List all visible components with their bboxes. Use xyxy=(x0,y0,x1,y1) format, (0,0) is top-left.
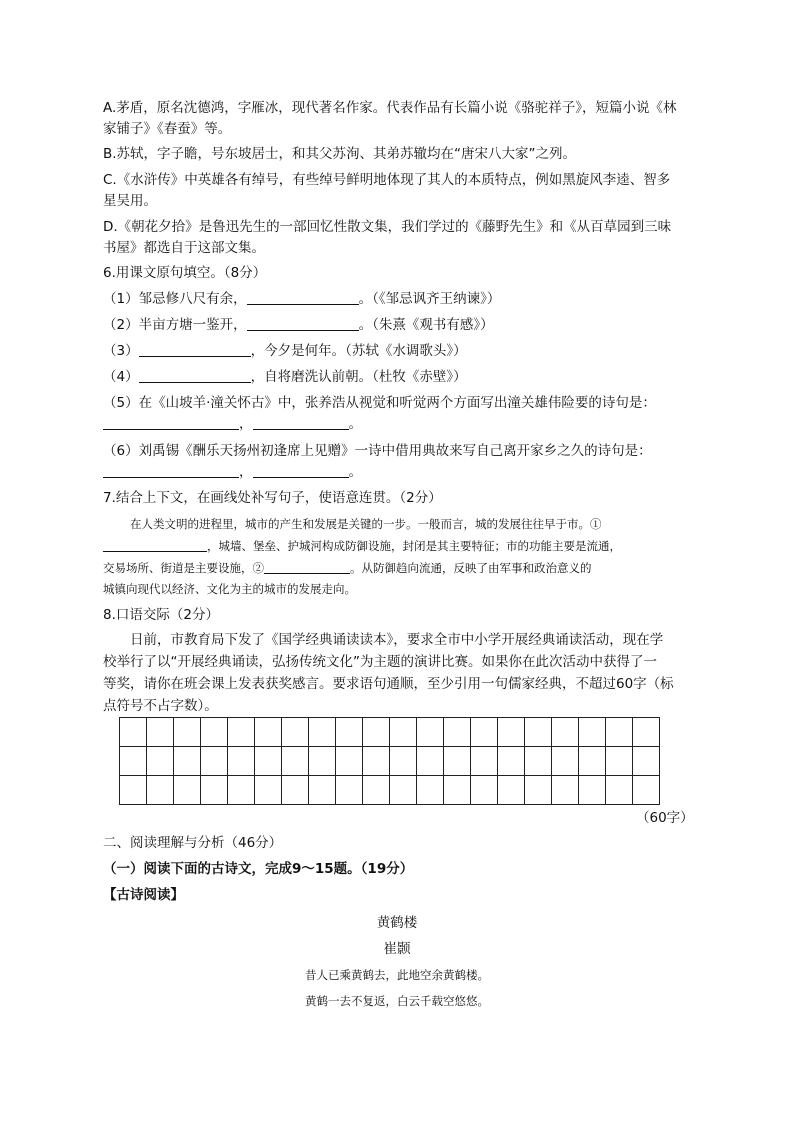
grid-cell[interactable] xyxy=(552,776,579,805)
grid-cell[interactable] xyxy=(363,718,390,747)
grid-cell[interactable] xyxy=(336,718,363,747)
grid-cell[interactable] xyxy=(228,747,255,776)
q6-item-3-source: ，今夕是何年。（苏轼《水调歌头》） xyxy=(250,343,467,359)
q6-item-1 xyxy=(103,289,500,309)
grid-cell[interactable] xyxy=(309,776,336,805)
q6-answer-blank-5b[interactable] xyxy=(253,415,349,430)
grid-cell[interactable] xyxy=(498,776,525,805)
q5-option-a-line1: A.茅盾，原名沈德鸿，字雁冰，现代著名作家。代表作品有长篇小说《骆驼祥子》，短篇小说《林 xyxy=(103,100,677,116)
q6-item-5-comma: ， xyxy=(239,416,253,432)
grid-cell[interactable] xyxy=(255,747,282,776)
grid-cell[interactable] xyxy=(552,718,579,747)
grid-cell[interactable] xyxy=(282,747,309,776)
section2-subsection-title: （一）阅读下面的古诗文，完成9～15题。（19分） xyxy=(103,861,414,877)
grid-cell[interactable] xyxy=(471,747,498,776)
q8-title: 8.口语交际（2分） xyxy=(103,607,219,623)
grid-cell[interactable] xyxy=(444,776,471,805)
q8-grid-word-count: （60字） xyxy=(636,810,694,826)
grid-cell[interactable] xyxy=(417,776,444,805)
q6-answer-blank-5a[interactable] xyxy=(103,415,239,430)
section2-title: 二、阅读理解与分析（46分） xyxy=(103,835,283,851)
grid-cell[interactable] xyxy=(174,718,201,747)
q6-item-2-prefix: （2）半亩方塘一鉴开， xyxy=(103,317,247,333)
grid-cell[interactable] xyxy=(390,747,417,776)
q6-item-5-period: 。 xyxy=(348,416,362,432)
q7-passage-line3 xyxy=(103,558,592,578)
q7-answer-blank-2[interactable] xyxy=(264,559,350,574)
grid-cell[interactable] xyxy=(201,776,228,805)
q6-item-6-answer xyxy=(103,462,362,482)
q6-answer-blank-3[interactable] xyxy=(139,342,251,357)
grid-cell[interactable] xyxy=(363,747,390,776)
grid-cell[interactable] xyxy=(390,718,417,747)
q5-option-b: B.苏轼，字子瞻，号东坡居士，和其父苏洵、其弟苏辙均在“唐宋八大家”之列。 xyxy=(103,146,577,162)
grid-cell[interactable] xyxy=(255,718,282,747)
grid-cell[interactable] xyxy=(147,718,174,747)
q6-answer-blank-6b[interactable] xyxy=(253,463,349,478)
grid-row xyxy=(120,747,660,776)
q8-answer-grid[interactable] xyxy=(119,717,660,805)
grid-cell[interactable] xyxy=(579,747,606,776)
q6-answer-blank-2[interactable] xyxy=(247,316,359,331)
grid-cell[interactable] xyxy=(579,718,606,747)
q6-answer-blank-1[interactable] xyxy=(247,290,359,305)
grid-cell[interactable] xyxy=(606,747,633,776)
grid-cell[interactable] xyxy=(120,747,147,776)
grid-cell[interactable] xyxy=(147,776,174,805)
q5-option-a-line2: 家铺子》《春蚕》等。 xyxy=(103,121,232,137)
q6-item-4-source: ，自将磨洗认前朝。（杜牧《赤壁》） xyxy=(250,369,467,385)
grid-cell[interactable] xyxy=(228,776,255,805)
q6-item-1-source: 。（《邹忌讽齐王纳谏》） xyxy=(358,291,501,307)
q6-item-4 xyxy=(103,367,467,387)
q6-title: 6.用课文原句填空。（8分） xyxy=(103,265,267,281)
q6-item-2-source: 。（朱熹《观书有感》） xyxy=(358,317,494,333)
grid-cell[interactable] xyxy=(201,747,228,776)
q7-passage-line1: 在人类文明的进程里，城市的产生和发展是关键的一步。一般而言，城的发展往往早于市。① xyxy=(130,517,602,531)
grid-cell[interactable] xyxy=(174,776,201,805)
q8-prompt-line1: 日前，市教育局下发了《国学经典诵读读本》，要求全市中小学开展经典诵读活动，现在学 xyxy=(130,632,664,648)
poem-line-2: 黄鹤一去不复返，白云千载空悠悠。 xyxy=(305,994,489,1008)
grid-cell[interactable] xyxy=(282,718,309,747)
q6-item-4-prefix: （4） xyxy=(103,369,139,385)
grid-row xyxy=(120,776,660,805)
grid-cell[interactable] xyxy=(282,776,309,805)
q5-option-c-line1: C.《水浒传》中英雄各有绰号，有些绰号鲜明地体现了其人的本质特点，例如黑旋风李逵、智多 xyxy=(103,172,671,188)
grid-cell[interactable] xyxy=(255,776,282,805)
grid-cell[interactable] xyxy=(147,747,174,776)
q5-option-d-line1: D.《朝花夕拾》是鲁迅先生的一部回忆性散文集，我们学过的《藤野先生》和《从百草园到三味 xyxy=(103,219,672,235)
grid-cell[interactable] xyxy=(390,776,417,805)
q6-item-5-prompt: （5）在《山坡羊·潼关怀古》中，张养浩从视觉和听觉两个方面写出潼关雄伟险要的诗句是： xyxy=(103,395,656,411)
q7-passage-line4: 城镇向现代以经济、文化为主的城市的发展走向。 xyxy=(103,582,356,596)
poem-author: 崔颢 xyxy=(383,941,411,957)
grid-cell[interactable] xyxy=(336,747,363,776)
grid-cell[interactable] xyxy=(174,747,201,776)
grid-cell[interactable] xyxy=(606,776,633,805)
q6-item-6-period: 。 xyxy=(348,464,362,480)
grid-cell[interactable] xyxy=(120,776,147,805)
q7-title: 7.结合上下文，在画线处补写句子，使语意连贯。（2分） xyxy=(103,490,442,506)
grid-cell[interactable] xyxy=(606,718,633,747)
q8-prompt-line3: 等奖，请你在班会课上发表获奖感言。要求语句通顺，至少引用一句儒家经典，不超过60字（标 xyxy=(103,676,674,692)
q7-passage-line2-text: ，城墙、堡垒、护城河构成防御设施，封闭是其主要特征；市的功能主要是流通， xyxy=(207,539,621,553)
grid-cell[interactable] xyxy=(228,718,255,747)
grid-cell[interactable] xyxy=(633,747,660,776)
section2-tag: 【古诗阅读】 xyxy=(103,887,184,903)
q6-item-3-prefix: （3） xyxy=(103,343,139,359)
grid-cell[interactable] xyxy=(552,747,579,776)
grid-cell[interactable] xyxy=(444,718,471,747)
grid-cell[interactable] xyxy=(363,776,390,805)
grid-cell[interactable] xyxy=(417,718,444,747)
grid-cell[interactable] xyxy=(336,776,363,805)
q6-answer-blank-4[interactable] xyxy=(139,368,251,383)
grid-row xyxy=(120,718,660,747)
q6-item-6-prompt: （6）刘禹锡《酬乐天扬州初逢席上见赠》一诗中借用典故来写自己离开家乡之久的诗句是： xyxy=(103,443,652,459)
q6-item-6-comma: ， xyxy=(239,464,253,480)
q7-passage-line2 xyxy=(103,536,621,556)
grid-cell[interactable] xyxy=(525,718,552,747)
grid-cell[interactable] xyxy=(309,747,336,776)
grid-cell[interactable] xyxy=(444,747,471,776)
q8-prompt-line2: 校举行了以“开展经典诵读，弘扬传统文化”为主题的演讲比赛。如果你在此次活动中获得了一 xyxy=(103,654,657,670)
q6-answer-blank-6a[interactable] xyxy=(103,463,239,478)
q6-item-1-prefix: （1）邹忌修八尺有余， xyxy=(103,291,247,307)
q7-passage-line3-pre: 交易场所、街道是主要设施，② xyxy=(103,561,264,575)
grid-cell[interactable] xyxy=(201,718,228,747)
grid-cell[interactable] xyxy=(498,718,525,747)
q7-passage-line3-post: 。从防御趋向流通，反映了由军事和政治意义的 xyxy=(350,561,592,575)
grid-cell[interactable] xyxy=(633,718,660,747)
q6-item-5-answer xyxy=(103,414,362,434)
grid-cell[interactable] xyxy=(309,718,336,747)
grid-cell[interactable] xyxy=(525,747,552,776)
q6-item-3 xyxy=(103,341,467,361)
grid-cell[interactable] xyxy=(633,776,660,805)
grid-cell[interactable] xyxy=(579,776,606,805)
grid-cell[interactable] xyxy=(498,747,525,776)
poem-title: 黄鹤楼 xyxy=(376,915,418,931)
q8-prompt-line4: 点符号不占字数）。 xyxy=(103,698,218,714)
grid-cell[interactable] xyxy=(471,718,498,747)
grid-cell[interactable] xyxy=(120,718,147,747)
q7-answer-blank-1[interactable] xyxy=(103,537,207,552)
q6-item-2 xyxy=(103,315,494,335)
poem-line-1: 昔人已乘黄鹤去，此地空余黄鹤楼。 xyxy=(305,968,489,982)
q5-option-c-line2: 星吴用。 xyxy=(103,193,157,209)
grid-cell[interactable] xyxy=(417,747,444,776)
grid-cell[interactable] xyxy=(471,776,498,805)
q5-option-d-line2: 书屋》都选自于这部文集。 xyxy=(103,240,265,256)
grid-cell[interactable] xyxy=(525,776,552,805)
